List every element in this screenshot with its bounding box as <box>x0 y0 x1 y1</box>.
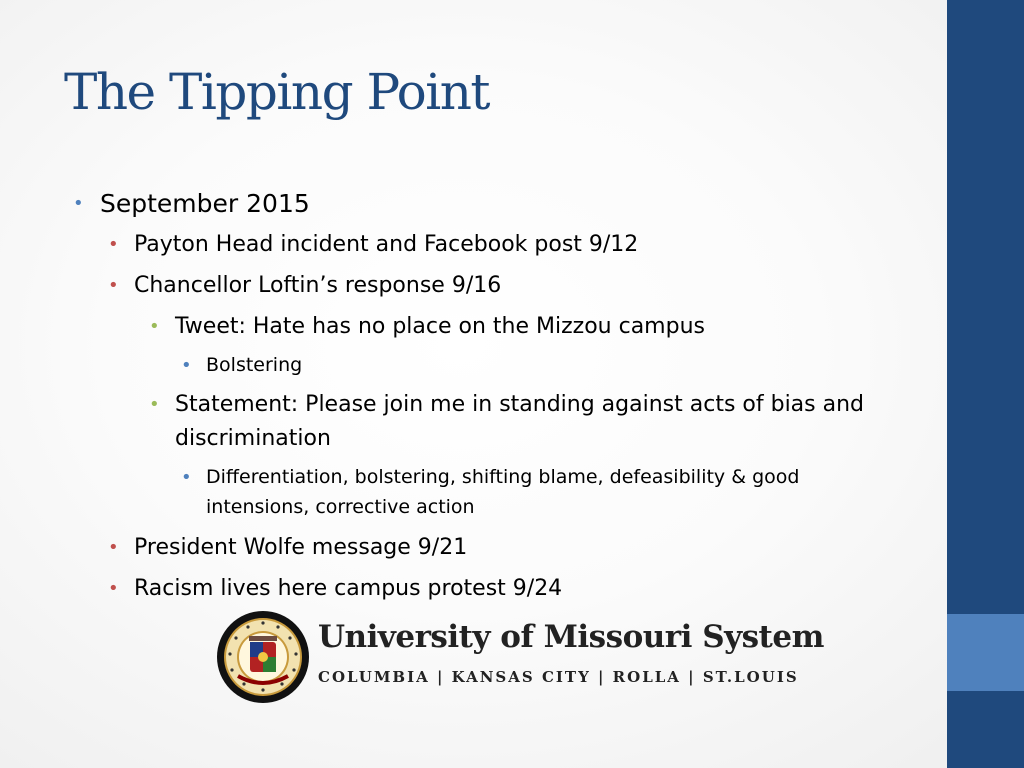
university-seal-icon <box>216 610 310 704</box>
bullet-item <box>181 354 303 376</box>
bullet-text: Differentiation, bolstering, shifting blame, defeasibility & good <box>206 466 800 488</box>
bullet-item <box>108 273 502 298</box>
bullet-text: Bolstering <box>206 354 303 376</box>
bullet-text: Tweet: Hate has no place on the Mizzou campus <box>175 314 705 339</box>
bullet-text: Racism lives here campus protest 9/24 <box>134 576 563 601</box>
bullet-item <box>108 535 468 560</box>
bullet-marker-icon: • <box>149 316 160 337</box>
bullet-marker-icon: • <box>108 578 119 599</box>
bullet-marker-icon: • <box>181 467 192 488</box>
bullet-marker-icon: • <box>181 355 192 376</box>
bullet-marker-icon: • <box>73 193 84 214</box>
bullet-text: Statement: Please join me in standing against acts of bias and <box>175 392 865 417</box>
university-logo <box>216 610 824 710</box>
bullet-marker-icon: • <box>108 234 119 255</box>
bullet-text: discrimination <box>175 426 331 451</box>
bullet-item <box>149 314 705 339</box>
bullet-item <box>108 232 639 257</box>
logo-campus-list: COLUMBIA | KANSAS CITY | ROLLA | ST.LOUIS <box>318 668 799 686</box>
bullet-marker-icon: • <box>149 394 160 415</box>
logo-university-name: University of Missouri System <box>318 619 824 655</box>
bullet-item <box>108 576 563 601</box>
bullet-text-continuation <box>175 426 331 451</box>
bullet-item <box>181 466 800 488</box>
slide-title: The Tipping Point <box>64 63 489 121</box>
bullet-item <box>149 392 865 417</box>
bullet-text: September 2015 <box>100 189 310 218</box>
bullet-marker-icon: • <box>108 275 119 296</box>
bullet-text: intensions, corrective action <box>206 496 475 518</box>
bullet-item <box>73 189 310 218</box>
bullet-text: Chancellor Loftin’s response 9/16 <box>134 273 502 298</box>
bullet-text-continuation <box>206 496 475 518</box>
bullet-marker-icon: • <box>108 537 119 558</box>
bullet-text: Payton Head incident and Facebook post 9/12 <box>134 232 639 257</box>
bullet-text: President Wolfe message 9/21 <box>134 535 468 560</box>
side-accent-block <box>947 614 1024 691</box>
